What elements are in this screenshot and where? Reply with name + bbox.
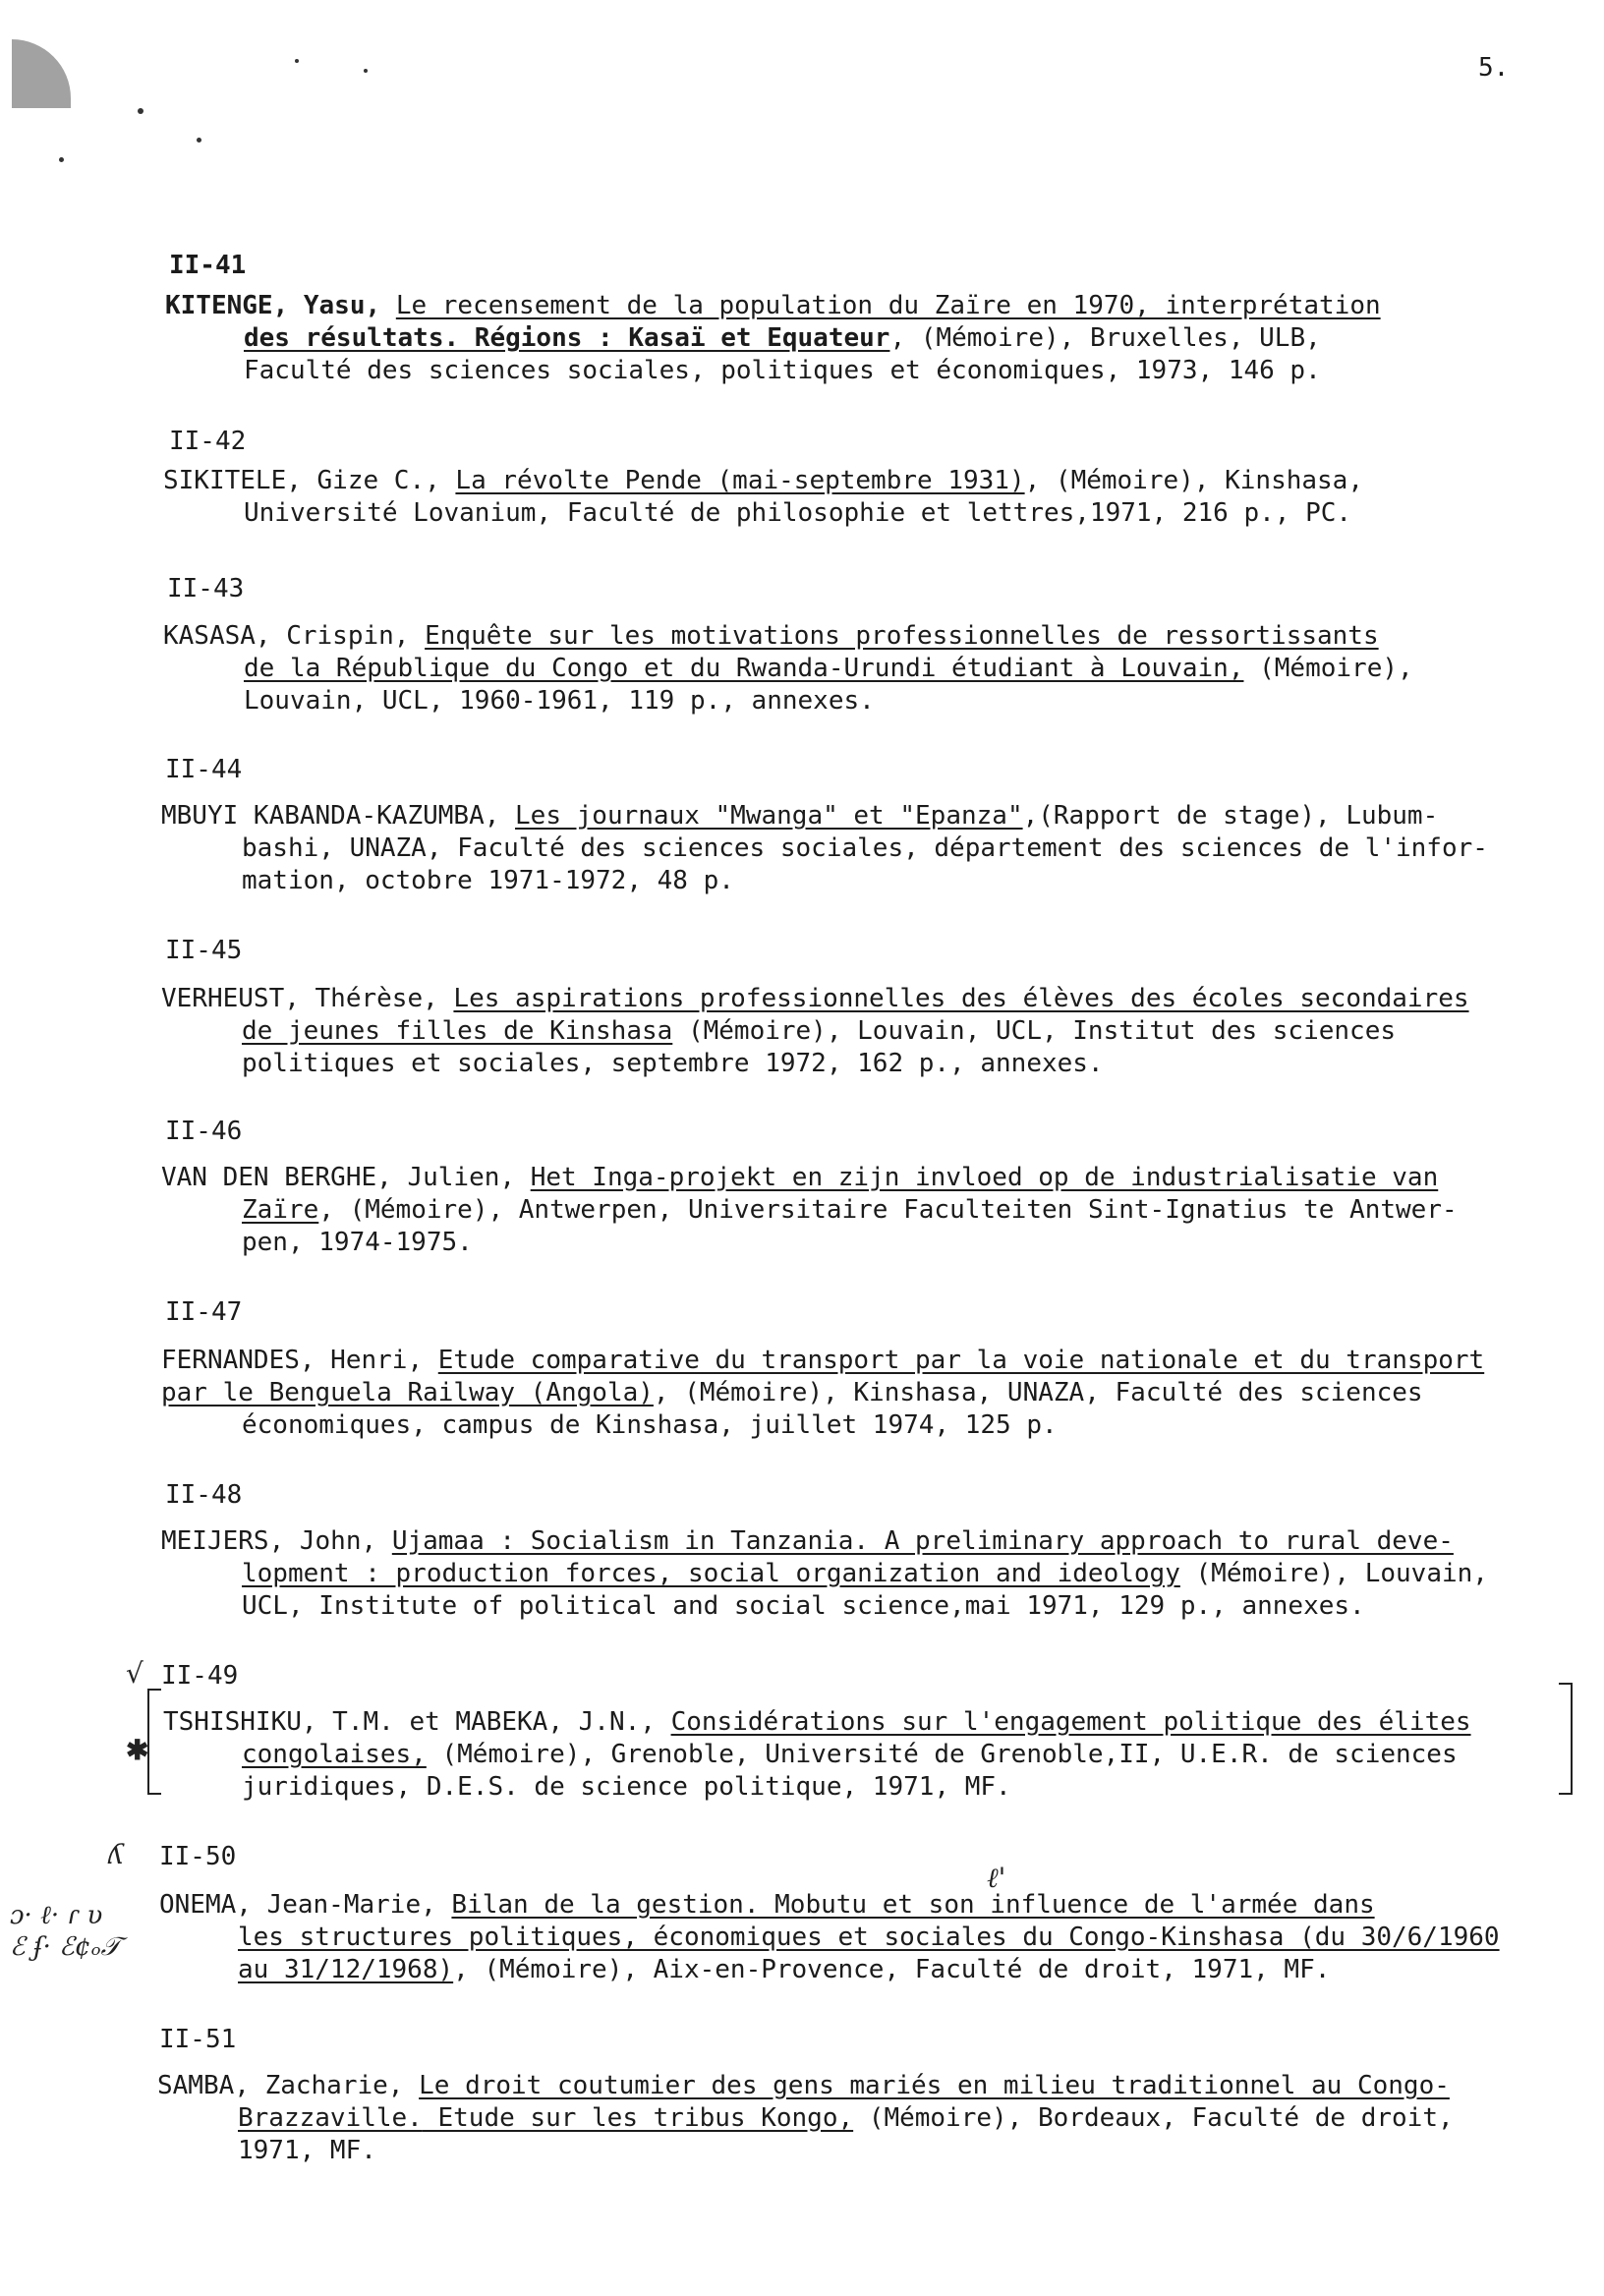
- entry-title-text: Brazzaville.: [238, 2103, 423, 2133]
- entry-line-text: Faculté des sciences sociales, politiques et économiques, 1973, 146 p.: [244, 356, 1321, 385]
- entry-line-text: MEIJERS, John,: [161, 1526, 392, 1556]
- entry-line-text: TSHISHIKU, T.M. et MABEKA, J.N.,: [163, 1707, 671, 1737]
- entry-line-text: ONEMA, Jean-Marie,: [159, 1890, 452, 1920]
- entry-title-text: Le droit coutumier des gens mariés en milieu traditionnel au Congo-: [419, 2071, 1450, 2100]
- entry-line-text: politiques et sociales, septembre 1972, 162 p., annexes.: [242, 1049, 1104, 1078]
- entry-line-text: (Mémoire), Bordeaux, Faculté de droit,: [853, 2103, 1454, 2133]
- entry-line-text: , (Mémoire), Antwerpen, Universitaire Faculteiten Sint-Ignatius te Antwer-: [318, 1195, 1458, 1225]
- entry-line-text: VERHEUST, Thérèse,: [161, 984, 454, 1013]
- entry-id-ii-44: II-44: [165, 755, 243, 784]
- entry-line-text: bashi, UNAZA, Faculté des sciences sociales, département des sciences de l'infor-: [242, 833, 1488, 863]
- entry-line: [242, 832, 1488, 864]
- entry-line-text: , (Mémoire), Aix-en-Provence, Faculté de droit, 1971, MF.: [453, 1955, 1331, 1984]
- entry-id-ii-50: II-50: [159, 1842, 237, 1871]
- entry-line-text: , (Mémoire), Kinshasa,: [1024, 466, 1363, 495]
- entry-id-ii-49: II-49: [161, 1661, 239, 1691]
- entry-title-text: Het Inga-projekt en zijn invloed op de industrialisatie van: [530, 1163, 1439, 1192]
- handwritten-check-mark: √: [126, 1657, 143, 1690]
- handwritten-star-mark: ✱: [126, 1734, 149, 1766]
- scan-speck: [12, 39, 71, 108]
- entry-title-text: Ujamaa : Socialism in Tanzania. A preliminary approach to rural deve-: [391, 1526, 1454, 1556]
- page-number: 5.: [1478, 53, 1510, 83]
- entry-line: [161, 1162, 1438, 1193]
- entry-line: [242, 1590, 1365, 1622]
- entry-line: [242, 1558, 1488, 1589]
- handwritten-insert-mark: ℓ': [987, 1862, 1006, 1894]
- entry-line-text: KITENGE, Yasu,: [165, 291, 396, 320]
- entry-line: [242, 1048, 1104, 1079]
- entry-line-text: UCL, Institute of political and social science,mai 1971, 129 p., annexes.: [242, 1591, 1365, 1621]
- entry-line-text: pen, 1974-1975.: [242, 1228, 473, 1257]
- entry-id-ii-45: II-45: [165, 936, 243, 965]
- entry-line: [157, 2070, 1450, 2101]
- handwritten-margin-note: ℰ ʄ· ℰ¢ₒ𝒯: [10, 1932, 121, 1962]
- entry-line-text: MBUYI KABANDA-KAZUMBA,: [161, 801, 516, 831]
- entry-line: [161, 1525, 1454, 1557]
- scan-speck: [59, 157, 64, 162]
- entry-line-text: économiques, campus de Kinshasa, juillet 1974, 125 p.: [242, 1410, 1058, 1440]
- entry-title-text: Le recensement de la population du Zaïre en 1970, interprétation: [395, 291, 1381, 320]
- entry-title-text: Bilan de la gestion. Mobutu et son influence de l'armée dans: [451, 1890, 1375, 1920]
- entry-line-text: mation, octobre 1971-1972, 48 p.: [242, 866, 734, 895]
- entry-line-text: SIKITELE, Gize C.,: [163, 466, 456, 495]
- handwritten-left-bracket: [147, 1689, 161, 1795]
- entry-title-text: Enquête sur les motivations professionnelles de ressortissants: [425, 621, 1379, 651]
- entry-title-text: de jeunes filles de Kinshasa: [242, 1016, 673, 1046]
- entry-line: [242, 1739, 1458, 1770]
- entry-id-ii-42: II-42: [169, 427, 247, 456]
- scan-speck: [295, 59, 299, 63]
- entry-line: [244, 497, 1351, 529]
- entry-line: [238, 1954, 1330, 1985]
- entry-title-text: lopment : production forces, social organization and ideology: [242, 1559, 1180, 1588]
- entry-line-text: KASASA, Crispin,: [163, 621, 426, 651]
- entry-line: [165, 290, 1381, 321]
- entry-line: [159, 1889, 1375, 1921]
- entry-line: [238, 2135, 376, 2166]
- entry-title-text: les structures politiques, économiques et sociales du Congo-Kinshasa (du 30/6/1960: [238, 1923, 1500, 1952]
- entry-title-text: des résultats. Régions : Kasaï et Equateur: [244, 323, 890, 353]
- entry-line-text: FERNANDES, Henri,: [161, 1346, 438, 1375]
- entry-line-text: Louvain, UCL, 1960-1961, 119 p., annexes.: [244, 686, 875, 716]
- entry-id-ii-46: II-46: [165, 1117, 243, 1146]
- handwritten-right-bracket: [1559, 1683, 1573, 1795]
- entry-line: [244, 653, 1413, 684]
- entry-line-text: VAN DEN BERGHE, Julien,: [161, 1163, 531, 1192]
- scan-speck: [197, 138, 201, 143]
- entry-title-text: congolaises,: [242, 1740, 427, 1769]
- entry-line: [161, 983, 1469, 1014]
- entry-title-text: Les journaux "Mwanga" et "Epanza": [515, 801, 1023, 831]
- entry-title-text: par le Benguela Railway (Angola): [161, 1378, 654, 1407]
- entry-line-text: SAMBA, Zacharie,: [157, 2071, 420, 2100]
- entry-id-ii-48: II-48: [165, 1480, 243, 1510]
- entry-id-ii-41: II-41: [169, 251, 247, 280]
- entry-line: [242, 1194, 1458, 1226]
- entry-line: [161, 1377, 1423, 1408]
- entry-title-text: La révolte Pende (mai-septembre 1931): [455, 466, 1025, 495]
- entry-id-ii-47: II-47: [165, 1297, 243, 1327]
- entry-line-text: ,(Rapport de stage), Lubum-: [1022, 801, 1439, 831]
- entry-line: [242, 1409, 1058, 1441]
- entry-line-text: juridiques, D.E.S. de science politique, 1971, MF.: [242, 1772, 1011, 1802]
- entry-line: [238, 2102, 1454, 2134]
- handwritten-margin-note: ɔ· ℓ· ɾ υ: [10, 1901, 103, 1930]
- scan-speck: [364, 69, 368, 73]
- entry-title-text: Considérations sur l'engagement politique des élites: [670, 1707, 1471, 1737]
- entry-line-text: (Mémoire), Grenoble, Université de Grenoble,II, U.E.R. de sciences: [426, 1740, 1458, 1769]
- entry-title-text: de la République du Congo et du Rwanda-Urundi étudiant à Louvain,: [244, 654, 1244, 683]
- entry-line: [242, 1771, 1011, 1803]
- entry-title-text: Les aspirations professionnelles des élèves des écoles secondaires: [453, 984, 1469, 1013]
- entry-title-text: Etude sur les tribus Kongo,: [422, 2103, 854, 2133]
- entry-line-text: (Mémoire), Louvain,: [1179, 1559, 1488, 1588]
- entry-line: [244, 355, 1321, 386]
- entry-line: [244, 685, 875, 717]
- entry-title-text: Zaïre: [242, 1195, 319, 1225]
- entry-title-text: au 31/12/1968): [238, 1955, 454, 1984]
- entry-line: [163, 1706, 1471, 1738]
- entry-line: [238, 1922, 1500, 1953]
- entry-line-text: , (Mémoire), Kinshasa, UNAZA, Faculté des sciences: [653, 1378, 1423, 1407]
- entry-line: [244, 322, 1321, 354]
- entry-line: [242, 865, 734, 896]
- entry-line: [161, 1345, 1484, 1376]
- entry-id-ii-51: II-51: [159, 2025, 237, 2054]
- entry-line-text: 1971, MF.: [238, 2136, 376, 2165]
- entry-line-text: (Mémoire),: [1243, 654, 1413, 683]
- handwritten-mark: ʎ: [108, 1838, 124, 1870]
- entry-line: [242, 1015, 1396, 1047]
- scan-speck: [138, 108, 143, 114]
- entry-line-text: , (Mémoire), Bruxelles, ULB,: [889, 323, 1321, 353]
- entry-line: [163, 465, 1363, 496]
- entry-title-text: Etude comparative du transport par la voie nationale et du transport: [437, 1346, 1485, 1375]
- entry-line: [161, 800, 1438, 832]
- entry-line: [242, 1227, 473, 1258]
- entry-line-text: (Mémoire), Louvain, UCL, Institut des sciences: [672, 1016, 1397, 1046]
- entry-line: [163, 620, 1379, 652]
- entry-line-text: Université Lovanium, Faculté de philosophie et lettres,1971, 216 p., PC.: [244, 498, 1352, 528]
- entry-id-ii-43: II-43: [167, 574, 245, 603]
